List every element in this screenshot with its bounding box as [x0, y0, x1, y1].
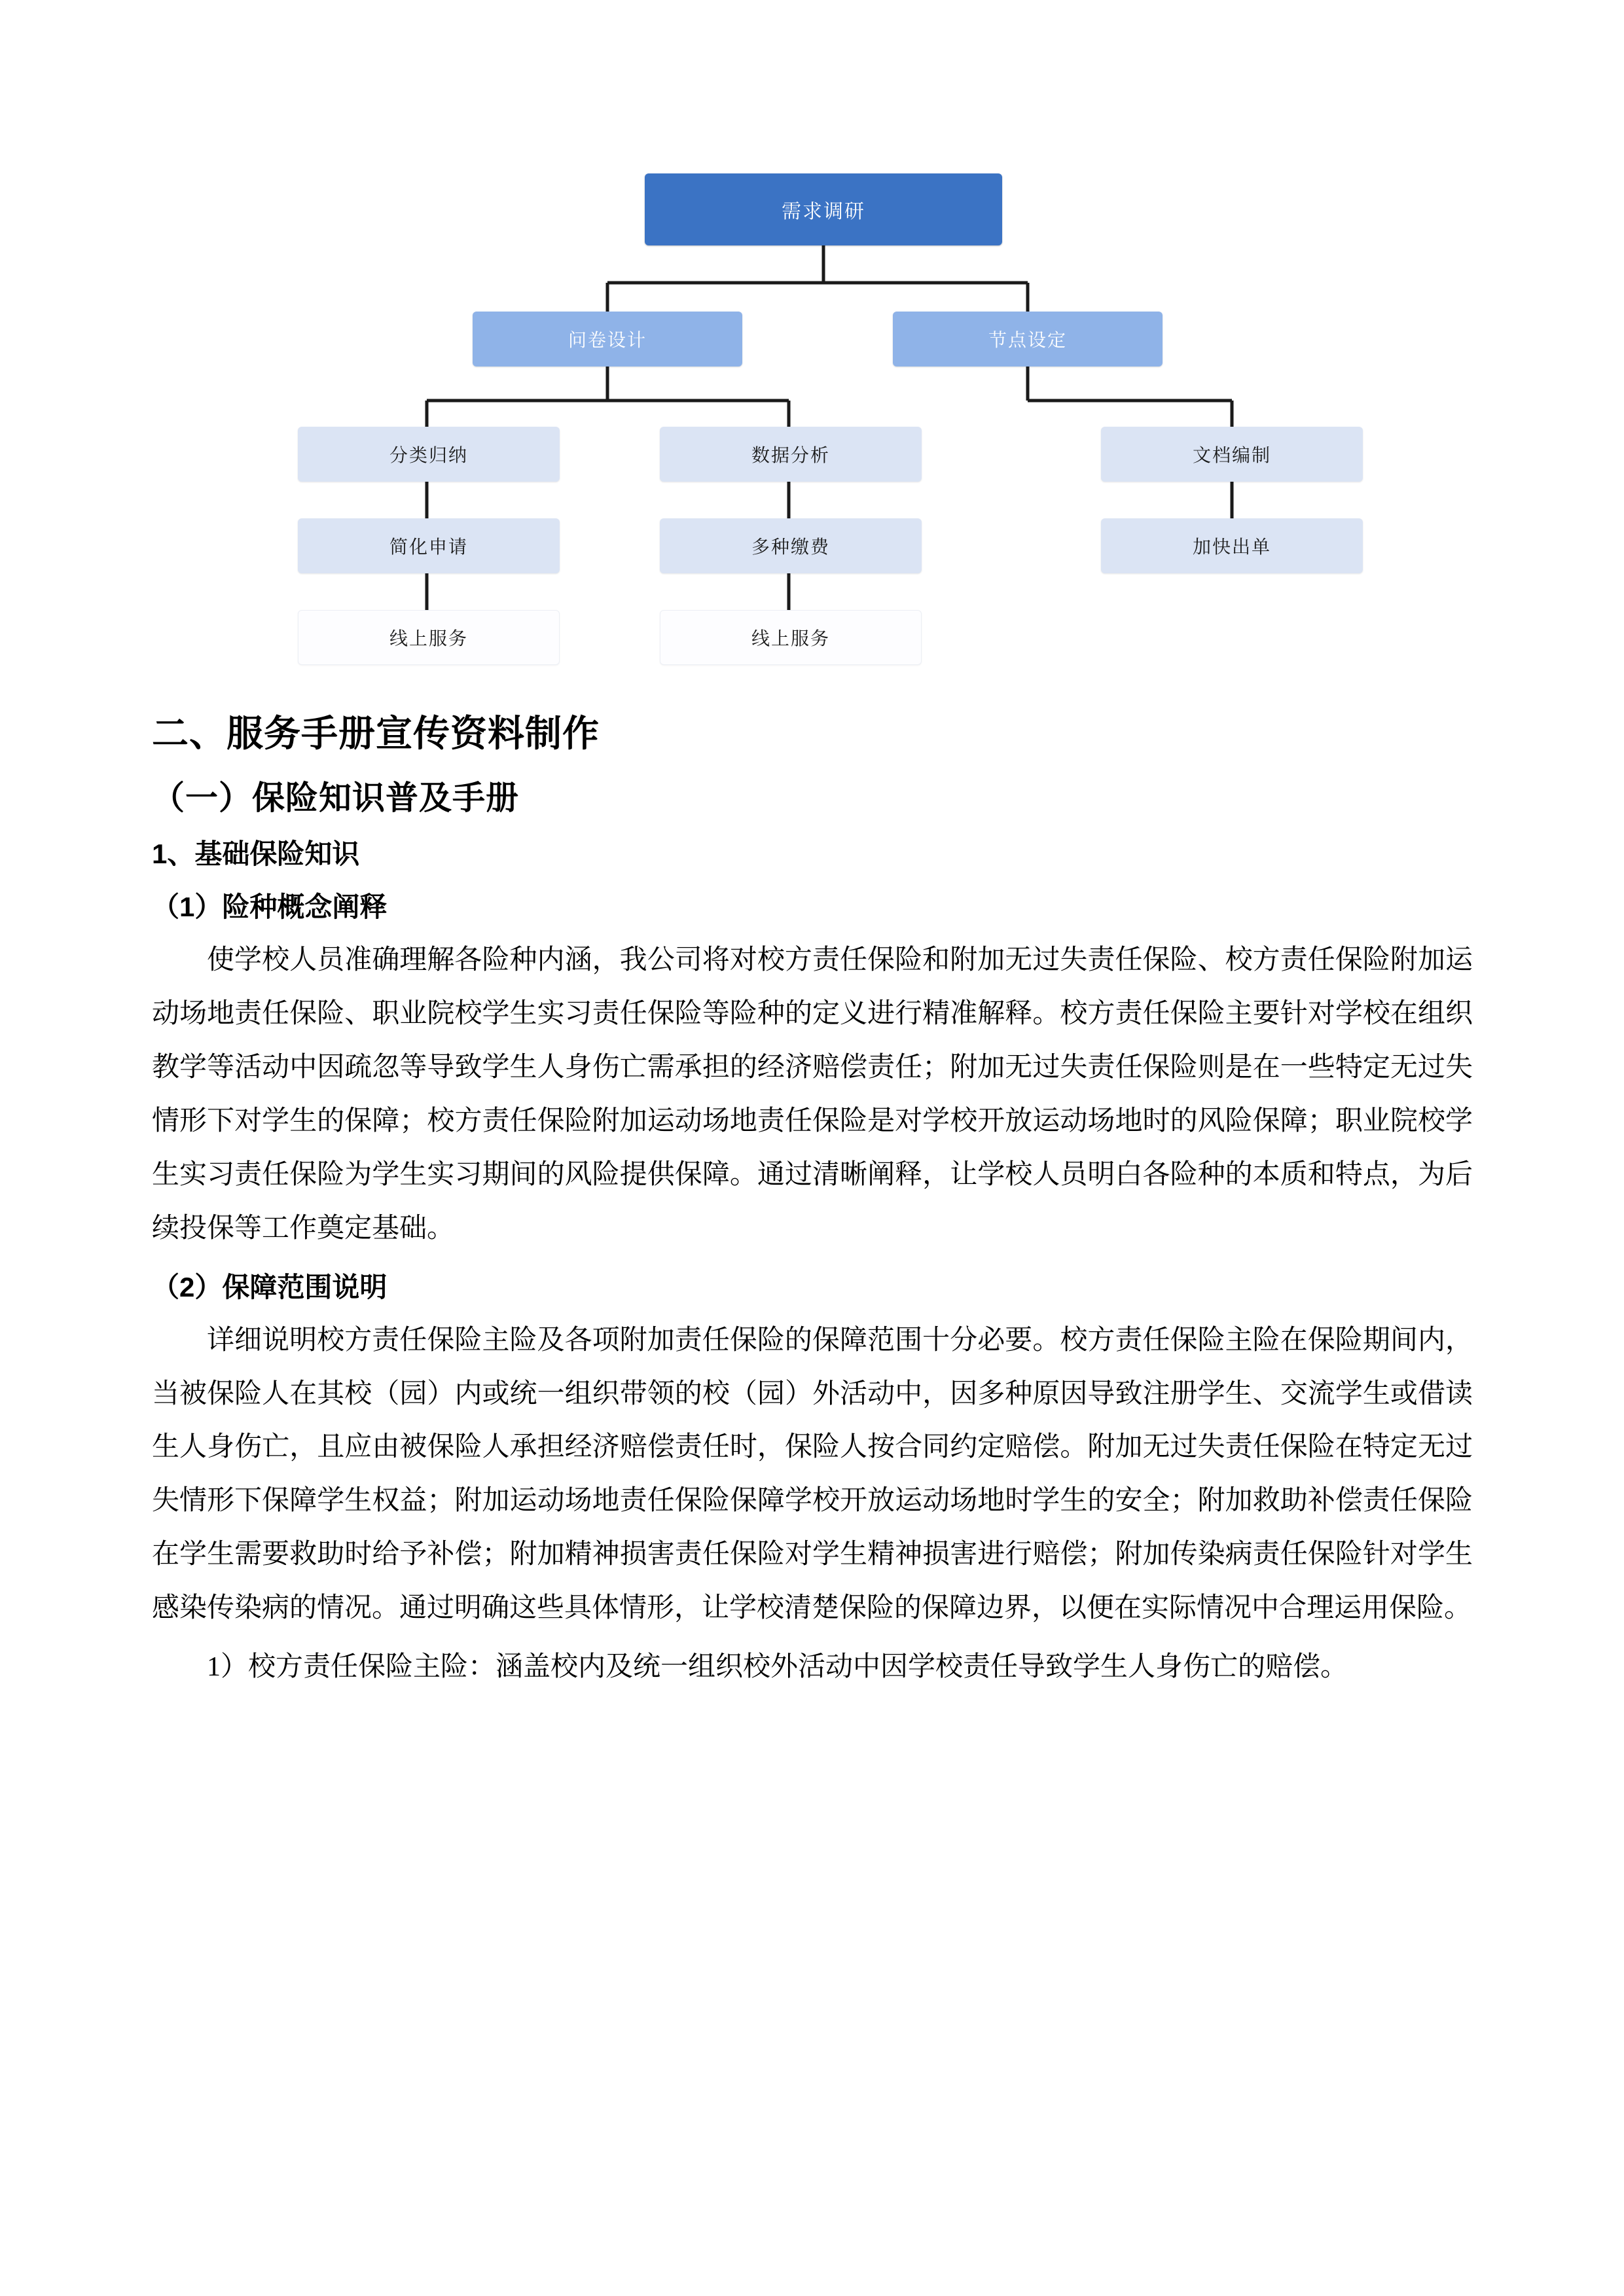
section-heading-level-3: 1、基础保险知识: [152, 838, 360, 869]
node-online-service-left-label: 线上服务: [389, 628, 468, 649]
node-questionnaire-design[interactable]: [473, 312, 742, 367]
list-item-main-insurance: 1）校方责任保险主险：涵盖校内及统一组织校外活动中因学校责任导致学生人身伤亡的赔偿。: [207, 1652, 1348, 1683]
node-online-service-left[interactable]: [298, 610, 560, 665]
node-simplified-application-label: 简化申请: [389, 537, 468, 557]
node-document-compilation[interactable]: [1101, 427, 1363, 482]
node-root-label: 需求调研: [782, 201, 865, 223]
document-body: [152, 694, 1473, 1700]
node-data-analysis[interactable]: [660, 427, 922, 482]
section-heading-level-2: （一）保险知识普及手册: [152, 779, 519, 816]
node-simplified-application[interactable]: [298, 518, 560, 573]
paragraph-insurance-concept: 使学校人员准确理解各险种内涵，我公司将对校方责任保险和附加无过失责任保险、校方责任保险附加运动场地责任保险、职业院校学生实习责任保险等险种的定义进行精准解释。校方责任保险主要针对学校在组织教学等活动中因疏忽等导致学生人身伤亡需承担的经济赔偿责任；附加无过失责任保险则是在一些特定无过失情形下对学生的保障；校方责任保险附加运动场地责任保险是对学校开放运动场地时的风险保障；职业院校学生实习责任保险为学生实习期间的风险提供保障。通过清晰阐释，让学校人员明白各险种的本质和特点，为后续投保等工作奠定基础。: [152, 945, 1473, 1244]
node-root[interactable]: [645, 173, 1002, 245]
connector-lines: [0, 0, 1624, 687]
node-multiple-payment[interactable]: [660, 518, 922, 573]
org-chart-diagram: [0, 0, 1624, 687]
node-node-setting-label: 节点设定: [988, 330, 1067, 350]
node-classification[interactable]: [298, 427, 560, 482]
subsection-heading-2: （2）保障范围说明: [152, 1271, 388, 1302]
node-data-analysis-label: 数据分析: [751, 445, 830, 465]
node-faster-policy-issuance[interactable]: [1101, 518, 1363, 573]
node-faster-policy-issuance-label: 加快出单: [1192, 537, 1271, 557]
node-multiple-payment-label: 多种缴费: [751, 537, 830, 557]
node-document-compilation-label: 文档编制: [1192, 445, 1271, 465]
subsection-heading-1: （1）险种概念阐释: [152, 891, 388, 922]
node-classification-label: 分类归纳: [389, 445, 468, 465]
section-heading-level-1: 二、服务手册宣传资料制作: [152, 713, 600, 754]
node-questionnaire-design-label: 问卷设计: [568, 330, 647, 350]
node-node-setting[interactable]: [893, 312, 1163, 367]
node-online-service-middle[interactable]: [660, 610, 922, 665]
node-online-service-middle-label: 线上服务: [751, 628, 830, 649]
paragraph-coverage-scope: 详细说明校方责任保险主险及各项附加责任保险的保障范围十分必要。校方责任保险主险在保险期间内，当被保险人在其校（园）内或统一组织带领的校（园）外活动中，因多种原因导致注册学生、交流学生或借读生人身伤亡，且应由被保险人承担经济赔偿责任时，保险人按合同约定赔偿。附加无过失责任保险在特定无过失情形下保障学生权益；附加运动场地责任保险保障学校开放运动场地时学生的安全；附加救助补偿责任保险在学生需要救助时给予补偿；附加精神损害责任保险对学生精神损害进行赔偿；附加传染病责任保险针对学生感染传染病的情况。通过明确这些具体情形，让学校清楚保险的保障边界，以便在实际情况中合理运用保险。: [152, 1325, 1473, 1624]
